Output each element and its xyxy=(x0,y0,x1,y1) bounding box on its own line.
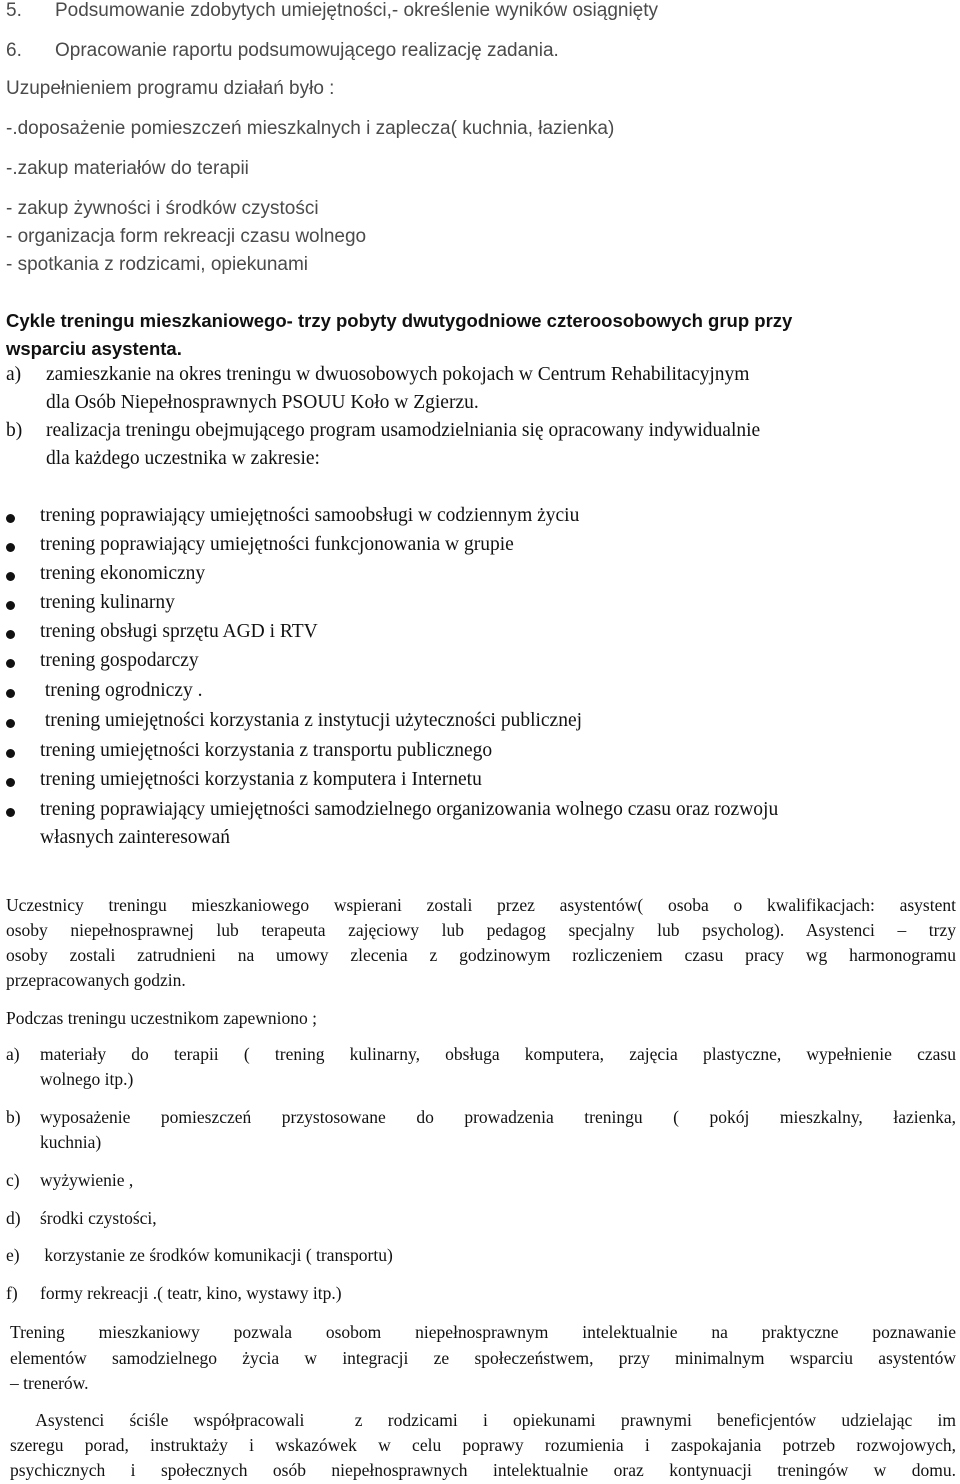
bullet-icon xyxy=(6,778,15,787)
bullet-icon xyxy=(6,719,15,728)
training-text: trening poprawiający umiejętności funkcjonowania w grupie xyxy=(40,534,514,555)
cycles-item-text: zamieszkanie na okres treningu w dwuosobowych pokojach w Centrum Rehabilitacyjnym xyxy=(46,364,750,385)
provided-item-label: a) xyxy=(6,1044,20,1064)
list-item xyxy=(0,505,960,531)
training-text: trening umiejętności korzystania z transportu publicznego xyxy=(40,740,493,761)
provided-item-label: b) xyxy=(6,1107,21,1127)
training-text-continuation: własnych zainteresowań xyxy=(40,827,231,848)
training-text: trening ekonomiczny xyxy=(40,563,206,584)
list-item xyxy=(0,40,960,66)
cycles-heading-line: wsparciu asystenta. xyxy=(6,338,182,359)
training-text: trening gospodarczy xyxy=(40,650,199,671)
provided-item-label: e) xyxy=(6,1245,20,1265)
provided-item-text: kuchnia) xyxy=(40,1132,102,1152)
list-item xyxy=(0,563,960,589)
provided-item-label: f) xyxy=(6,1283,18,1303)
paragraph-line: osoby niepełnosprawnej lub terapeuta zajęciowy lub pedagog specjalny lub psycholog). Asystenci – trzy xyxy=(6,920,956,940)
paragraph-line: szeregu porad, instruktaży i wskazówek w celu poprawy rozumienia i zaspokajania potrzeb rozwojowych, xyxy=(10,1435,956,1455)
training-text: trening kulinarny xyxy=(40,592,175,613)
provided-item-text: wyżywienie , xyxy=(40,1170,134,1190)
list-item xyxy=(0,0,960,26)
list-item xyxy=(0,769,960,795)
paragraph-line: – trenerów. xyxy=(10,1373,89,1393)
cycles-item-label: b) xyxy=(6,420,23,441)
list-item xyxy=(0,680,960,706)
provided-heading: Podczas treningu uczestnikom zapewniono ; xyxy=(6,1008,318,1028)
bullet-icon xyxy=(6,543,15,552)
paragraph-line: przepracowanych godzin. xyxy=(6,970,186,990)
training-text: trening obsługi sprzętu AGD i RTV xyxy=(40,621,318,642)
training-text: trening umiejętności korzystania z komputera i Internetu xyxy=(40,769,482,790)
cycles-heading-line: Cykle treningu mieszkaniowego- trzy pobyty dwutygodniowe czteroosobowych grup przy xyxy=(6,310,793,331)
list-item xyxy=(0,650,960,676)
training-text: trening umiejętności korzystania z instytucji użyteczności publicznej xyxy=(40,710,583,731)
supplement-item: -.zakup materiałów do terapii xyxy=(6,158,249,179)
paragraph-line: psychicznych i społecznych osób niepełnosprawnych intelektualnie oraz kontynuacji treningów w domu. xyxy=(10,1460,956,1480)
training-text: trening poprawiający umiejętności samoobsługi w codziennym życiu xyxy=(40,505,580,526)
paragraph-line: osoby zostali zatrudnieni na umowy zlecenia z godzinowym rozliczeniem czasu pracy wg harmonogramu xyxy=(6,945,956,965)
provided-item-text: materiały do terapii ( trening kulinarny, obsługa komputera, zajęcia plastyczne, wypełnienie czasu xyxy=(40,1044,956,1064)
bullet-icon xyxy=(6,630,15,639)
supplement-heading: Uzupełnieniem programu działań było : xyxy=(6,78,335,99)
paragraph-line: Trening mieszkaniowy pozwala osobom niepełnosprawnym intelektualnie na praktyczne poznawanie xyxy=(10,1322,956,1342)
provided-item-label: c) xyxy=(6,1170,20,1190)
list-item xyxy=(0,740,960,766)
bullet-icon xyxy=(6,601,15,610)
provided-item-text: wyposażenie pomieszczeń przystosowane do prowadzenia treningu ( pokój mieszkalny, łazienka, xyxy=(40,1107,956,1127)
list-item xyxy=(0,710,960,736)
bullet-icon xyxy=(6,514,15,523)
provided-item-text: korzystanie ze środków komunikacji ( transportu) xyxy=(40,1245,393,1265)
list-item xyxy=(0,592,960,618)
supplement-item: - zakup żywności i środków czystości xyxy=(6,198,319,219)
supplement-item: - organizacja form rekreacji czasu wolnego xyxy=(6,226,367,247)
paragraph-line: Asystenci ściśle współpracowali z rodzicami i opiekunami prawnymi beneficjentów udzielając im xyxy=(10,1410,957,1430)
cycles-item-text: dla Osób Niepełnosprawnych PSOUU Koło w Zgierzu. xyxy=(46,392,479,413)
paragraph-line: elementów samodzielnego życia w integracji ze społeczeństwem, przy minimalnym wsparciu asystentów xyxy=(10,1348,956,1368)
cycles-item-text: realizacja treningu obejmującego program usamodzielniania się opracowany indywidualnie xyxy=(46,420,761,441)
list-item-text: Podsumowanie zdobytych umiejętności,- określenie wyników osiągnięty xyxy=(55,0,659,21)
list-item xyxy=(0,621,960,647)
training-text: trening poprawiający umiejętności samodzielnego organizowania wolnego czasu oraz rozwoju xyxy=(40,799,779,820)
list-item-text: Opracowanie raportu podsumowującego realizację zadania. xyxy=(55,40,559,61)
provided-item-text: wolnego itp.) xyxy=(40,1069,134,1089)
list-item xyxy=(0,534,960,560)
supplement-item: -.doposażenie pomieszczeń mieszkalnych i zaplecza( kuchnia, łazienka) xyxy=(6,118,615,139)
provided-item-text: środki czystości, xyxy=(40,1208,157,1228)
list-item-number: 6. xyxy=(6,40,22,61)
bullet-icon xyxy=(6,689,15,698)
paragraph-line: Uczestnicy treningu mieszkaniowego wspierani zostali przez asystentów( osoba o kwalifikacjach: asystent xyxy=(6,895,956,915)
list-item xyxy=(0,799,960,853)
provided-item-text: formy rekreacji .( teatr, kino, wystawy itp.) xyxy=(40,1283,342,1303)
list-item-number: 5. xyxy=(6,0,22,21)
bullet-icon xyxy=(6,659,15,668)
cycles-item-label: a) xyxy=(6,364,22,385)
cycles-item-text: dla każdego uczestnika w zakresie: xyxy=(46,448,320,469)
bullet-icon xyxy=(6,808,15,817)
bullet-icon xyxy=(6,749,15,758)
supplement-item: - spotkania z rodzicami, opiekunami xyxy=(6,254,309,275)
bullet-icon xyxy=(6,572,15,581)
provided-item-label: d) xyxy=(6,1208,21,1228)
training-text: trening ogrodniczy . xyxy=(40,680,203,701)
